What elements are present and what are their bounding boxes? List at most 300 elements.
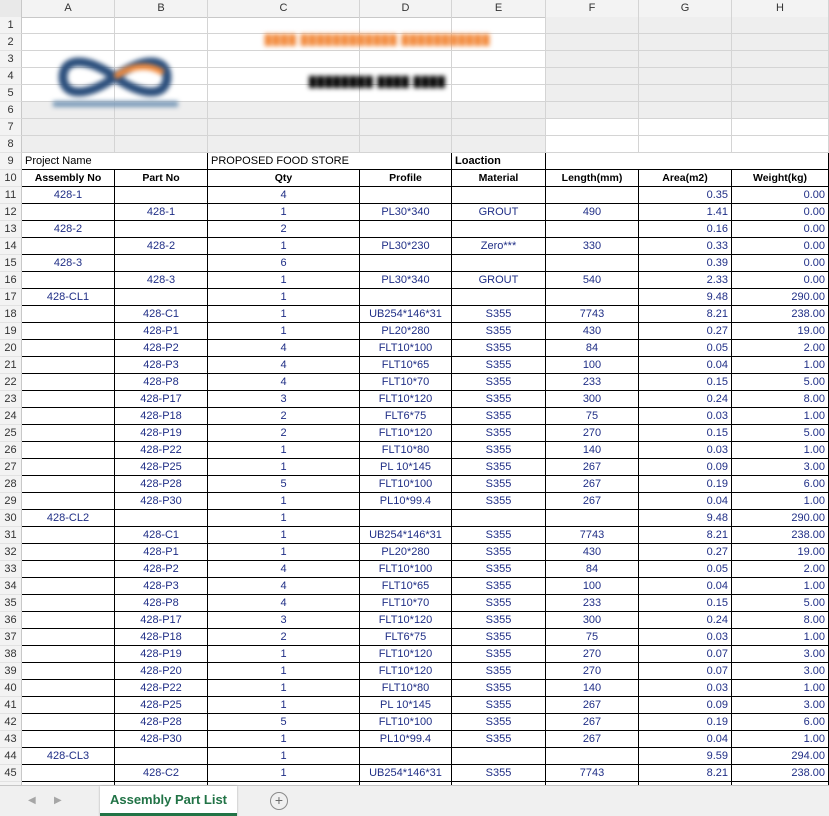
table-cell-a[interactable] xyxy=(22,323,115,340)
table-cell-area[interactable]: 0.15 xyxy=(639,595,732,612)
table-cell-profile[interactable]: FLT10*120 xyxy=(360,663,452,680)
table-cell-a[interactable] xyxy=(22,493,115,510)
table-cell-length[interactable]: 233 xyxy=(546,595,639,612)
table-cell-length[interactable]: 84 xyxy=(546,340,639,357)
table-cell-profile[interactable]: FLT10*80 xyxy=(360,680,452,697)
table-cell-profile[interactable] xyxy=(360,255,452,272)
table-cell-a[interactable] xyxy=(22,442,115,459)
table-cell-weight[interactable]: 19.00 xyxy=(732,544,829,561)
table-cell-length[interactable]: 490 xyxy=(546,204,639,221)
table-cell-weight[interactable]: 8.00 xyxy=(732,612,829,629)
table-cell-a[interactable] xyxy=(22,408,115,425)
header-weight[interactable]: Weight(kg) xyxy=(732,170,829,187)
table-cell-area[interactable]: 0.03 xyxy=(639,629,732,646)
table-cell-material[interactable] xyxy=(452,289,546,306)
table-cell-b[interactable]: 428-P22 xyxy=(115,680,208,697)
table-cell-b[interactable]: 428-P19 xyxy=(115,646,208,663)
table-cell-profile[interactable]: FLT10*100 xyxy=(360,561,452,578)
location-value[interactable] xyxy=(546,153,829,170)
table-cell-length[interactable]: 7743 xyxy=(546,306,639,323)
table-cell-profile[interactable]: FLT10*120 xyxy=(360,612,452,629)
table-cell-length[interactable]: 233 xyxy=(546,374,639,391)
table-cell-profile[interactable]: PL30*340 xyxy=(360,272,452,289)
table-cell-a[interactable] xyxy=(22,476,115,493)
table-cell-qty[interactable]: 4 xyxy=(208,187,360,204)
table-cell-length[interactable]: 75 xyxy=(546,629,639,646)
table-cell-profile[interactable] xyxy=(360,187,452,204)
table-cell-b[interactable]: 428-P28 xyxy=(115,476,208,493)
table-cell-qty[interactable]: 1 xyxy=(208,663,360,680)
table-cell-length[interactable]: 267 xyxy=(546,476,639,493)
row-header[interactable]: 17 xyxy=(0,289,22,306)
table-cell-a[interactable] xyxy=(22,561,115,578)
table-cell-qty[interactable]: 1 xyxy=(208,272,360,289)
table-cell-a[interactable] xyxy=(22,204,115,221)
table-cell-weight[interactable]: 1.00 xyxy=(732,629,829,646)
table-cell-length[interactable]: 7743 xyxy=(546,527,639,544)
table-cell-b[interactable]: 428-C1 xyxy=(115,306,208,323)
row-header[interactable]: 1 xyxy=(0,17,22,34)
table-cell-area[interactable]: 0.03 xyxy=(639,442,732,459)
table-cell-material[interactable]: S355 xyxy=(452,493,546,510)
table-cell-qty[interactable]: 5 xyxy=(208,714,360,731)
table-cell-area[interactable]: 0.04 xyxy=(639,731,732,748)
table-cell-material[interactable]: S355 xyxy=(452,646,546,663)
table-cell-a[interactable] xyxy=(22,425,115,442)
table-cell-a[interactable] xyxy=(22,527,115,544)
table-cell-a[interactable] xyxy=(22,306,115,323)
table-cell-a[interactable] xyxy=(22,629,115,646)
table-cell-material[interactable]: S355 xyxy=(452,425,546,442)
table-cell-profile[interactable]: PL10*99.4 xyxy=(360,493,452,510)
table-cell-qty[interactable]: 1 xyxy=(208,731,360,748)
table-cell-length[interactable] xyxy=(546,255,639,272)
sheet-tab-assembly-part-list[interactable]: Assembly Part List xyxy=(100,786,237,816)
table-cell-material[interactable]: GROUT xyxy=(452,272,546,289)
table-cell-qty[interactable]: 1 xyxy=(208,289,360,306)
table-cell-length[interactable]: 540 xyxy=(546,272,639,289)
table-cell-area[interactable]: 0.03 xyxy=(639,680,732,697)
table-cell-weight[interactable]: 1.00 xyxy=(732,680,829,697)
table-cell-a[interactable] xyxy=(22,272,115,289)
table-cell-length[interactable]: 100 xyxy=(546,578,639,595)
table-cell-a[interactable] xyxy=(22,544,115,561)
table-cell-material[interactable]: S355 xyxy=(452,561,546,578)
table-cell-area[interactable]: 8.21 xyxy=(639,527,732,544)
table-cell-profile[interactable]: FLT10*100 xyxy=(360,340,452,357)
table-cell-weight[interactable]: 5.00 xyxy=(732,374,829,391)
row-header[interactable]: 29 xyxy=(0,493,22,510)
table-cell-material[interactable]: S355 xyxy=(452,595,546,612)
row-header[interactable]: 30 xyxy=(0,510,22,527)
table-cell-qty[interactable]: 1 xyxy=(208,493,360,510)
table-cell-material[interactable]: S355 xyxy=(452,459,546,476)
table-cell-b[interactable]: 428-P19 xyxy=(115,425,208,442)
table-cell-length[interactable]: 75 xyxy=(546,408,639,425)
table-cell-material[interactable]: S355 xyxy=(452,680,546,697)
table-cell-length[interactable]: 270 xyxy=(546,663,639,680)
table-cell-a[interactable]: 428-CL2 xyxy=(22,510,115,527)
table-cell-profile[interactable]: UB254*146*31 xyxy=(360,765,452,782)
table-cell-length[interactable]: 300 xyxy=(546,391,639,408)
header-part-no[interactable]: Part No xyxy=(115,170,208,187)
table-cell-a[interactable] xyxy=(22,340,115,357)
column-header-d[interactable]: D xyxy=(360,0,452,17)
table-cell-profile[interactable]: FLT10*70 xyxy=(360,374,452,391)
table-cell-profile[interactable]: PL 10*145 xyxy=(360,459,452,476)
row-header[interactable]: 6 xyxy=(0,102,22,119)
table-cell-weight[interactable]: 294.00 xyxy=(732,748,829,765)
table-cell-qty[interactable]: 1 xyxy=(208,544,360,561)
table-cell-material[interactable]: S355 xyxy=(452,544,546,561)
table-cell-qty[interactable]: 1 xyxy=(208,238,360,255)
table-cell-weight[interactable]: 0.00 xyxy=(732,272,829,289)
table-cell-length[interactable]: 300 xyxy=(546,612,639,629)
table-cell-b[interactable]: 428-3 xyxy=(115,272,208,289)
table-cell-a[interactable] xyxy=(22,663,115,680)
row-header[interactable]: 32 xyxy=(0,544,22,561)
table-cell-qty[interactable]: 1 xyxy=(208,459,360,476)
table-cell-area[interactable]: 0.04 xyxy=(639,357,732,374)
table-cell-material[interactable] xyxy=(452,748,546,765)
table-cell-weight[interactable]: 238.00 xyxy=(732,306,829,323)
table-cell-a[interactable]: 428-3 xyxy=(22,255,115,272)
row-header[interactable]: 10 xyxy=(0,170,22,187)
table-cell-b[interactable] xyxy=(115,187,208,204)
table-cell-b[interactable]: 428-P1 xyxy=(115,323,208,340)
row-header[interactable]: 45 xyxy=(0,765,22,782)
table-cell-b[interactable]: 428-P8 xyxy=(115,595,208,612)
table-cell-material[interactable] xyxy=(452,221,546,238)
table-cell-profile[interactable]: PL10*99.4 xyxy=(360,731,452,748)
row-header[interactable]: 13 xyxy=(0,221,22,238)
table-cell-weight[interactable]: 2.00 xyxy=(732,340,829,357)
table-cell-a[interactable] xyxy=(22,391,115,408)
table-cell-qty[interactable]: 1 xyxy=(208,646,360,663)
table-cell-length[interactable]: 330 xyxy=(546,238,639,255)
table-cell-length[interactable]: 267 xyxy=(546,459,639,476)
table-cell-material[interactable]: GROUT xyxy=(452,204,546,221)
table-cell-profile[interactable]: FLT10*70 xyxy=(360,595,452,612)
table-cell-area[interactable]: 0.04 xyxy=(639,578,732,595)
table-cell-profile[interactable]: UB254*146*31 xyxy=(360,527,452,544)
row-header[interactable]: 16 xyxy=(0,272,22,289)
row-header[interactable]: 40 xyxy=(0,680,22,697)
row-header[interactable]: 27 xyxy=(0,459,22,476)
table-cell-weight[interactable]: 5.00 xyxy=(732,425,829,442)
row-header[interactable]: 43 xyxy=(0,731,22,748)
table-cell-area[interactable]: 0.07 xyxy=(639,663,732,680)
table-cell-b[interactable]: 428-C1 xyxy=(115,527,208,544)
row-header[interactable]: 14 xyxy=(0,238,22,255)
row-header[interactable]: 8 xyxy=(0,136,22,153)
table-cell-qty[interactable]: 2 xyxy=(208,221,360,238)
table-cell-b[interactable]: 428-P18 xyxy=(115,629,208,646)
table-cell-b[interactable]: 428-P30 xyxy=(115,493,208,510)
table-cell-qty[interactable]: 1 xyxy=(208,510,360,527)
row-header[interactable]: 3 xyxy=(0,51,22,68)
table-cell-profile[interactable]: FLT10*120 xyxy=(360,391,452,408)
row-header[interactable]: 2 xyxy=(0,34,22,51)
table-cell-area[interactable]: 0.05 xyxy=(639,561,732,578)
table-cell-b[interactable]: 428-2 xyxy=(115,238,208,255)
table-cell-length[interactable]: 430 xyxy=(546,323,639,340)
table-cell-area[interactable]: 0.15 xyxy=(639,374,732,391)
scroll-tabs-right-icon[interactable]: ▶ xyxy=(54,795,62,806)
table-cell-a[interactable] xyxy=(22,697,115,714)
header-length[interactable]: Length(mm) xyxy=(546,170,639,187)
table-cell-weight[interactable]: 290.00 xyxy=(732,289,829,306)
table-cell-qty[interactable]: 4 xyxy=(208,340,360,357)
project-name-value[interactable]: PROPOSED FOOD STORE xyxy=(208,153,452,170)
row-header[interactable]: 39 xyxy=(0,663,22,680)
table-cell-length[interactable]: 270 xyxy=(546,646,639,663)
table-cell-material[interactable]: S355 xyxy=(452,357,546,374)
table-cell-length[interactable]: 267 xyxy=(546,697,639,714)
column-header-c[interactable]: C xyxy=(208,0,360,17)
row-header[interactable]: 25 xyxy=(0,425,22,442)
table-cell-profile[interactable] xyxy=(360,221,452,238)
column-header-g[interactable]: G xyxy=(639,0,732,17)
header-material[interactable]: Material xyxy=(452,170,546,187)
table-cell-b[interactable] xyxy=(115,221,208,238)
table-cell-qty[interactable]: 4 xyxy=(208,595,360,612)
table-cell-weight[interactable]: 3.00 xyxy=(732,663,829,680)
header-area[interactable]: Area(m2) xyxy=(639,170,732,187)
project-name-label[interactable]: Project Name xyxy=(22,153,208,170)
table-cell-area[interactable]: 0.27 xyxy=(639,323,732,340)
row-header[interactable]: 41 xyxy=(0,697,22,714)
table-cell-length[interactable]: 140 xyxy=(546,442,639,459)
table-cell-length[interactable] xyxy=(546,510,639,527)
row-header[interactable]: 20 xyxy=(0,340,22,357)
table-cell-a[interactable]: 428-1 xyxy=(22,187,115,204)
table-cell-a[interactable]: 428-CL1 xyxy=(22,289,115,306)
table-cell-length[interactable]: 84 xyxy=(546,561,639,578)
table-cell-length[interactable]: 100 xyxy=(546,357,639,374)
table-cell-area[interactable]: 0.16 xyxy=(639,221,732,238)
add-sheet-icon[interactable]: + xyxy=(270,792,288,810)
table-cell-weight[interactable]: 0.00 xyxy=(732,255,829,272)
table-cell-length[interactable]: 267 xyxy=(546,714,639,731)
row-header[interactable]: 9 xyxy=(0,153,22,170)
table-cell-area[interactable]: 0.03 xyxy=(639,408,732,425)
table-cell-b[interactable]: 428-C2 xyxy=(115,765,208,782)
table-cell-a[interactable] xyxy=(22,578,115,595)
table-cell-profile[interactable]: FLT6*75 xyxy=(360,408,452,425)
table-cell-weight[interactable]: 1.00 xyxy=(732,578,829,595)
table-cell-length[interactable]: 7743 xyxy=(546,765,639,782)
table-cell-weight[interactable]: 0.00 xyxy=(732,238,829,255)
table-cell-weight[interactable]: 1.00 xyxy=(732,731,829,748)
table-cell-weight[interactable]: 1.00 xyxy=(732,357,829,374)
table-cell-a[interactable] xyxy=(22,680,115,697)
row-header[interactable]: 35 xyxy=(0,595,22,612)
table-cell-b[interactable] xyxy=(115,255,208,272)
table-cell-length[interactable]: 267 xyxy=(546,493,639,510)
scroll-tabs-left-icon[interactable]: ◀ xyxy=(28,795,36,806)
table-cell-b[interactable]: 428-P25 xyxy=(115,697,208,714)
table-cell-profile[interactable]: FLT10*65 xyxy=(360,357,452,374)
table-cell-qty[interactable]: 4 xyxy=(208,561,360,578)
row-header[interactable]: 28 xyxy=(0,476,22,493)
table-cell-material[interactable]: S355 xyxy=(452,765,546,782)
location-label[interactable]: Loaction xyxy=(452,153,546,170)
column-header-f[interactable]: F xyxy=(546,0,639,17)
table-cell-profile[interactable] xyxy=(360,748,452,765)
table-cell-profile[interactable]: FLT6*75 xyxy=(360,629,452,646)
table-cell-weight[interactable]: 2.00 xyxy=(732,561,829,578)
table-cell-weight[interactable]: 19.00 xyxy=(732,323,829,340)
table-cell-profile[interactable]: PL 10*145 xyxy=(360,697,452,714)
table-cell-a[interactable] xyxy=(22,765,115,782)
table-cell-area[interactable]: 9.48 xyxy=(639,510,732,527)
row-header[interactable]: 21 xyxy=(0,357,22,374)
row-header[interactable]: 12 xyxy=(0,204,22,221)
table-cell-profile[interactable]: PL20*280 xyxy=(360,544,452,561)
table-cell-profile[interactable]: FLT10*65 xyxy=(360,578,452,595)
table-cell-profile[interactable]: FLT10*80 xyxy=(360,442,452,459)
row-header[interactable]: 34 xyxy=(0,578,22,595)
table-cell-weight[interactable]: 0.00 xyxy=(732,221,829,238)
table-cell-a[interactable] xyxy=(22,731,115,748)
table-cell-qty[interactable]: 2 xyxy=(208,408,360,425)
table-cell-b[interactable]: 428-P17 xyxy=(115,612,208,629)
table-cell-material[interactable]: S355 xyxy=(452,391,546,408)
table-cell-area[interactable]: 0.24 xyxy=(639,612,732,629)
table-cell-area[interactable]: 8.21 xyxy=(639,306,732,323)
table-cell-qty[interactable]: 1 xyxy=(208,323,360,340)
table-cell-profile[interactable]: FLT10*100 xyxy=(360,476,452,493)
table-cell-profile[interactable]: FLT10*120 xyxy=(360,646,452,663)
table-cell-area[interactable]: 0.05 xyxy=(639,340,732,357)
table-cell-profile[interactable]: FLT10*100 xyxy=(360,714,452,731)
table-cell-area[interactable]: 0.09 xyxy=(639,697,732,714)
table-cell-weight[interactable]: 5.00 xyxy=(732,595,829,612)
table-cell-weight[interactable]: 0.00 xyxy=(732,187,829,204)
table-cell-weight[interactable]: 290.00 xyxy=(732,510,829,527)
column-header-e[interactable]: E xyxy=(452,0,546,17)
header-qty[interactable]: Qty xyxy=(208,170,360,187)
table-cell-profile[interactable] xyxy=(360,510,452,527)
table-cell-weight[interactable]: 238.00 xyxy=(732,527,829,544)
table-cell-qty[interactable]: 1 xyxy=(208,527,360,544)
table-cell-area[interactable]: 0.07 xyxy=(639,646,732,663)
table-cell-weight[interactable]: 3.00 xyxy=(732,646,829,663)
header-assembly-no[interactable]: Assembly No xyxy=(22,170,115,187)
table-cell-area[interactable]: 0.24 xyxy=(639,391,732,408)
table-cell-profile[interactable]: PL20*280 xyxy=(360,323,452,340)
table-cell-qty[interactable]: 4 xyxy=(208,578,360,595)
table-cell-area[interactable]: 0.04 xyxy=(639,493,732,510)
column-header-a[interactable]: A xyxy=(22,0,115,17)
table-cell-a[interactable] xyxy=(22,646,115,663)
row-header[interactable]: 36 xyxy=(0,612,22,629)
row-header[interactable]: 42 xyxy=(0,714,22,731)
table-cell-qty[interactable]: 6 xyxy=(208,255,360,272)
table-cell-material[interactable]: Zero*** xyxy=(452,238,546,255)
table-cell-b[interactable]: 428-P3 xyxy=(115,578,208,595)
table-cell-qty[interactable]: 3 xyxy=(208,612,360,629)
row-header[interactable]: 15 xyxy=(0,255,22,272)
column-header-b[interactable]: B xyxy=(115,0,208,17)
table-cell-material[interactable]: S355 xyxy=(452,374,546,391)
table-cell-qty[interactable]: 1 xyxy=(208,765,360,782)
row-header[interactable]: 31 xyxy=(0,527,22,544)
table-cell-b[interactable]: 428-P18 xyxy=(115,408,208,425)
row-header[interactable]: 26 xyxy=(0,442,22,459)
table-cell-a[interactable]: 428-CL3 xyxy=(22,748,115,765)
table-cell-b[interactable]: 428-P17 xyxy=(115,391,208,408)
table-cell-qty[interactable]: 1 xyxy=(208,680,360,697)
table-cell-length[interactable] xyxy=(546,187,639,204)
table-cell-b[interactable]: 428-P25 xyxy=(115,459,208,476)
row-header[interactable]: 23 xyxy=(0,391,22,408)
table-cell-area[interactable]: 0.19 xyxy=(639,476,732,493)
table-cell-material[interactable] xyxy=(452,255,546,272)
table-cell-profile[interactable] xyxy=(360,289,452,306)
table-cell-material[interactable]: S355 xyxy=(452,663,546,680)
table-cell-qty[interactable]: 4 xyxy=(208,374,360,391)
table-cell-material[interactable]: S355 xyxy=(452,527,546,544)
table-cell-area[interactable]: 0.19 xyxy=(639,714,732,731)
table-cell-area[interactable]: 9.59 xyxy=(639,748,732,765)
table-cell-material[interactable]: S355 xyxy=(452,323,546,340)
table-cell-b[interactable]: 428-P2 xyxy=(115,561,208,578)
table-cell-weight[interactable]: 1.00 xyxy=(732,442,829,459)
table-cell-b[interactable] xyxy=(115,748,208,765)
table-cell-material[interactable]: S355 xyxy=(452,612,546,629)
table-cell-material[interactable]: S355 xyxy=(452,731,546,748)
table-cell-length[interactable]: 430 xyxy=(546,544,639,561)
table-cell-length[interactable] xyxy=(546,748,639,765)
table-cell-a[interactable]: 428-2 xyxy=(22,221,115,238)
table-cell-material[interactable]: S355 xyxy=(452,629,546,646)
table-cell-area[interactable]: 0.27 xyxy=(639,544,732,561)
table-cell-b[interactable]: 428-1 xyxy=(115,204,208,221)
table-cell-length[interactable] xyxy=(546,221,639,238)
table-cell-qty[interactable]: 1 xyxy=(208,442,360,459)
table-cell-material[interactable]: S355 xyxy=(452,306,546,323)
table-cell-material[interactable] xyxy=(452,187,546,204)
table-cell-b[interactable]: 428-P3 xyxy=(115,357,208,374)
table-cell-qty[interactable]: 1 xyxy=(208,306,360,323)
table-cell-b[interactable]: 428-P2 xyxy=(115,340,208,357)
table-cell-area[interactable]: 0.35 xyxy=(639,187,732,204)
table-cell-weight[interactable]: 1.00 xyxy=(732,493,829,510)
table-cell-b[interactable] xyxy=(115,510,208,527)
row-header[interactable]: 4 xyxy=(0,68,22,85)
table-cell-qty[interactable]: 5 xyxy=(208,476,360,493)
table-cell-length[interactable]: 140 xyxy=(546,680,639,697)
table-cell-b[interactable] xyxy=(115,289,208,306)
table-cell-material[interactable]: S355 xyxy=(452,578,546,595)
select-all-corner[interactable] xyxy=(0,0,22,17)
row-header[interactable]: 18 xyxy=(0,306,22,323)
table-cell-a[interactable] xyxy=(22,595,115,612)
row-header[interactable]: 19 xyxy=(0,323,22,340)
table-cell-a[interactable] xyxy=(22,357,115,374)
row-header[interactable]: 24 xyxy=(0,408,22,425)
table-cell-b[interactable]: 428-P8 xyxy=(115,374,208,391)
table-cell-weight[interactable]: 8.00 xyxy=(732,391,829,408)
table-cell-a[interactable] xyxy=(22,612,115,629)
row-header[interactable]: 5 xyxy=(0,85,22,102)
column-header-h[interactable]: H xyxy=(732,0,829,17)
table-cell-length[interactable] xyxy=(546,289,639,306)
row-header[interactable]: 38 xyxy=(0,646,22,663)
table-cell-material[interactable] xyxy=(452,510,546,527)
